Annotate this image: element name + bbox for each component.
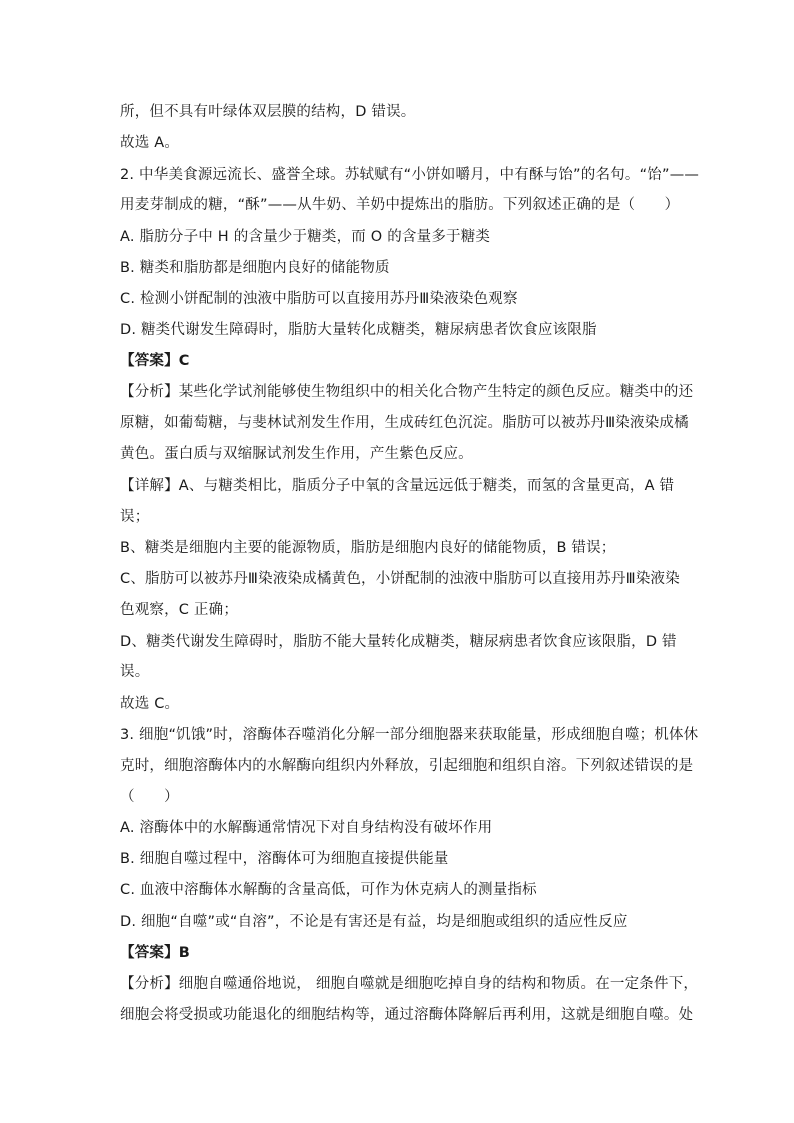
option-b: B. 糖类和脂肪都是细胞内良好的储能物质	[120, 260, 390, 276]
detail-text: B、糖类是细胞内主要的能源物质，脂肪是细胞内良好的储能物质，B 错误；	[120, 540, 616, 556]
option-c: C. 血液中溶酶体水解酶的含量高低，可作为休克病人的测量指标	[120, 882, 537, 898]
analysis-text: 【分析】某些化学试剂能够使生物组织中的相关化合物产生特定的颜色反应。糖类中的还	[120, 384, 694, 400]
option-a: A. 脂肪分子中 H 的含量少于糖类，而 O 的含量多于糖类	[120, 229, 491, 245]
detail-text: 误；	[120, 509, 150, 525]
question-3-stem: 克时，细胞溶酶体内的水解酶向组织内外释放，引起细胞和组织自溶。下列叙述错误的是	[120, 758, 694, 774]
option-c: C. 检测小饼配制的浊液中脂肪可以直接用苏丹Ⅲ染液染色观察	[120, 291, 518, 307]
option-d: D. 糖类代谢发生障碍时，脂肪大量转化成糖类，糖尿病患者饮食应该限脂	[120, 322, 597, 338]
detail-text: D、糖类代谢发生障碍时，脂肪不能大量转化成糖类，糖尿病患者饮食应该限脂，D 错	[120, 634, 677, 650]
option-d: D. 细胞“自噬”或“自溶”，不论是有害还是有益，均是细胞或组织的适应性反应	[120, 914, 628, 930]
conclusion-text: 故选 C。	[120, 696, 180, 712]
analysis-text: 黄色。蛋白质与双缩脲试剂发生作用，产生紫色反应。	[120, 446, 473, 462]
question-2-stem: 2. 中华美食源远流长、盛誉全球。苏轼赋有“小饼如嚼月，中有酥与饴”的名句。“饴”——	[120, 167, 700, 183]
answer-label: 【答案】C	[120, 353, 190, 369]
text-line: 所，但不具有叶绿体双层膜的结构，D 错误。	[120, 104, 416, 120]
analysis-text: 【分析】细胞自噬通俗地说， 细胞自噬就是细胞吃掉自身的结构和物质。在一定条件下，	[120, 976, 699, 992]
option-a: A. 溶酶体中的水解酶通常情况下对自身结构没有破坏作用	[120, 820, 493, 836]
detail-text: C、脂肪可以被苏丹Ⅲ染液染成橘黄色，小饼配制的浊液中脂肪可以直接用苏丹Ⅲ染液染	[120, 571, 680, 587]
detail-text: 误。	[120, 664, 150, 680]
answer-label: 【答案】B	[120, 945, 191, 961]
question-3-stem: （ ）	[120, 789, 179, 805]
analysis-text: 原糖，如葡萄糖，与斐林试剂发生作用，生成砖红色沉淀。脂肪可以被苏丹Ⅲ染液染成橘	[120, 415, 689, 431]
option-b: B. 细胞自噬过程中，溶酶体可为细胞直接提供能量	[120, 851, 449, 867]
question-2-stem: 用麦芽制成的糖，“酥”——从牛奶、羊奶中提炼出的脂肪。下列叙述正确的是（ ）	[120, 197, 680, 213]
analysis-text: 细胞会将受损或功能退化的细胞结构等，通过溶酶体降解后再利用，这就是细胞自噬。处	[120, 1007, 694, 1023]
detail-text: 色观察，C 正确；	[120, 602, 239, 618]
question-3-stem: 3. 细胞“饥饿”时，溶酶体吞噬消化分解一部分细胞器来获取能量，形成细胞自噬；机体休	[120, 727, 699, 743]
detail-text: 【详解】A、与糖类相比，脂质分子中氧的含量远远低于糖类，而氢的含量更高，A 错	[120, 478, 675, 494]
text-line: 故选 A。	[120, 135, 180, 151]
